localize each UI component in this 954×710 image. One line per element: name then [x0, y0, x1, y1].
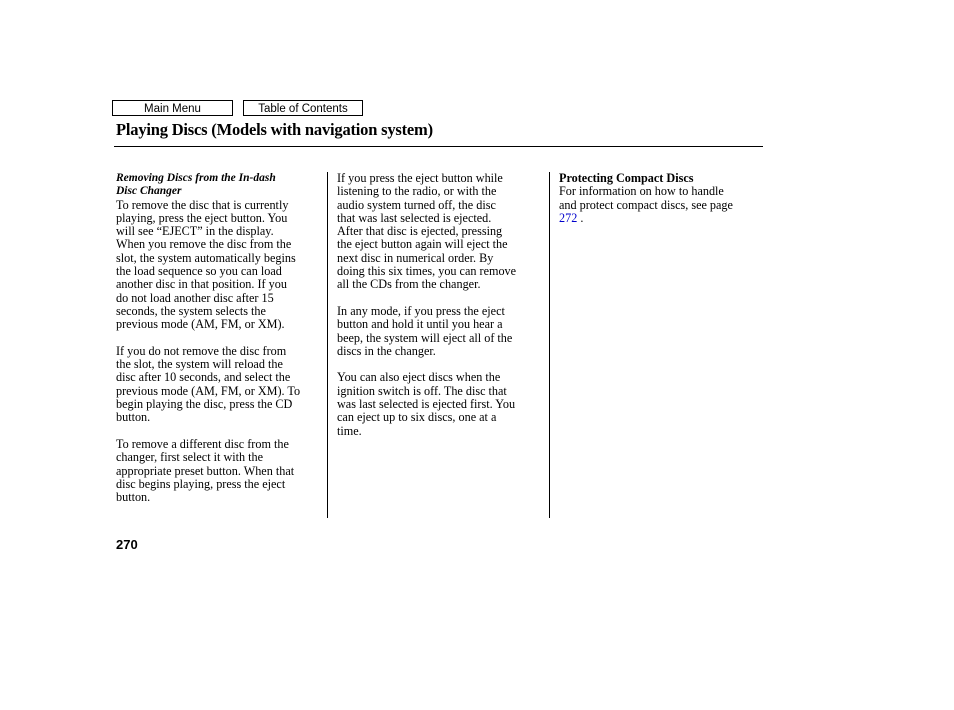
paragraph: To remove a different disc from the changer, first select it with the appropriate preset button. When that disc begins playing, press the eject button. — [116, 436, 295, 505]
paragraph-text-end: . — [577, 210, 584, 225]
paragraph: In any mode, if you press the eject button and hold it until you hear a beep, the system will eject all of the discs in the changer. — [337, 303, 513, 358]
table-of-contents-button[interactable]: Table of Contents — [243, 100, 363, 116]
paragraph: If you do not remove the disc from the slot, the system will reload the disc after 10 seconds, and select the previous mode (AM, FM, or XM). To begin playing the disc, press the CD button. — [116, 343, 301, 425]
section-heading-protecting-discs: Protecting Compact Discs — [559, 171, 694, 185]
column-divider — [327, 172, 328, 518]
column-3 — [559, 172, 765, 238]
main-menu-button[interactable]: Main Menu — [112, 100, 233, 116]
section-heading-removing-discs: Removing Discs from the In-dash Disc Changer — [116, 172, 276, 198]
column-divider — [549, 172, 550, 518]
paragraph-text: For information on how to handle and protect compact discs, see page — [559, 184, 733, 212]
column-2 — [337, 172, 543, 451]
page-number: 270 — [116, 537, 138, 552]
paragraph — [559, 185, 765, 225]
column-1 — [116, 172, 322, 518]
page-link-272[interactable]: 272 — [559, 210, 578, 225]
paragraph: You can also eject discs when the ignition switch is off. The disc that was last selected is ejected first. You can eject up to six discs, one at a time. — [337, 370, 516, 438]
page-title: Playing Discs (Models with navigation system) — [116, 120, 433, 139]
paragraph: If you press the eject button while listening to the radio, or with the audio system turned off, the disc that was last selected is ejected. After that disc is ejected, pressing the eject button again will eject the next disc in numerical order. By doing this six times, you can remove all the CDs from the changer. — [337, 171, 517, 292]
paragraph: To remove the disc that is currently playing, press the eject button. You will see “EJECT” in the display. When you remove the disc from the slot, the system automatically begins the load sequence so you can load another disc in that position. If you do not load another disc after 15 seconds, the system selects the previous mode (AM, FM, or XM). — [116, 197, 296, 332]
title-divider — [114, 146, 763, 147]
